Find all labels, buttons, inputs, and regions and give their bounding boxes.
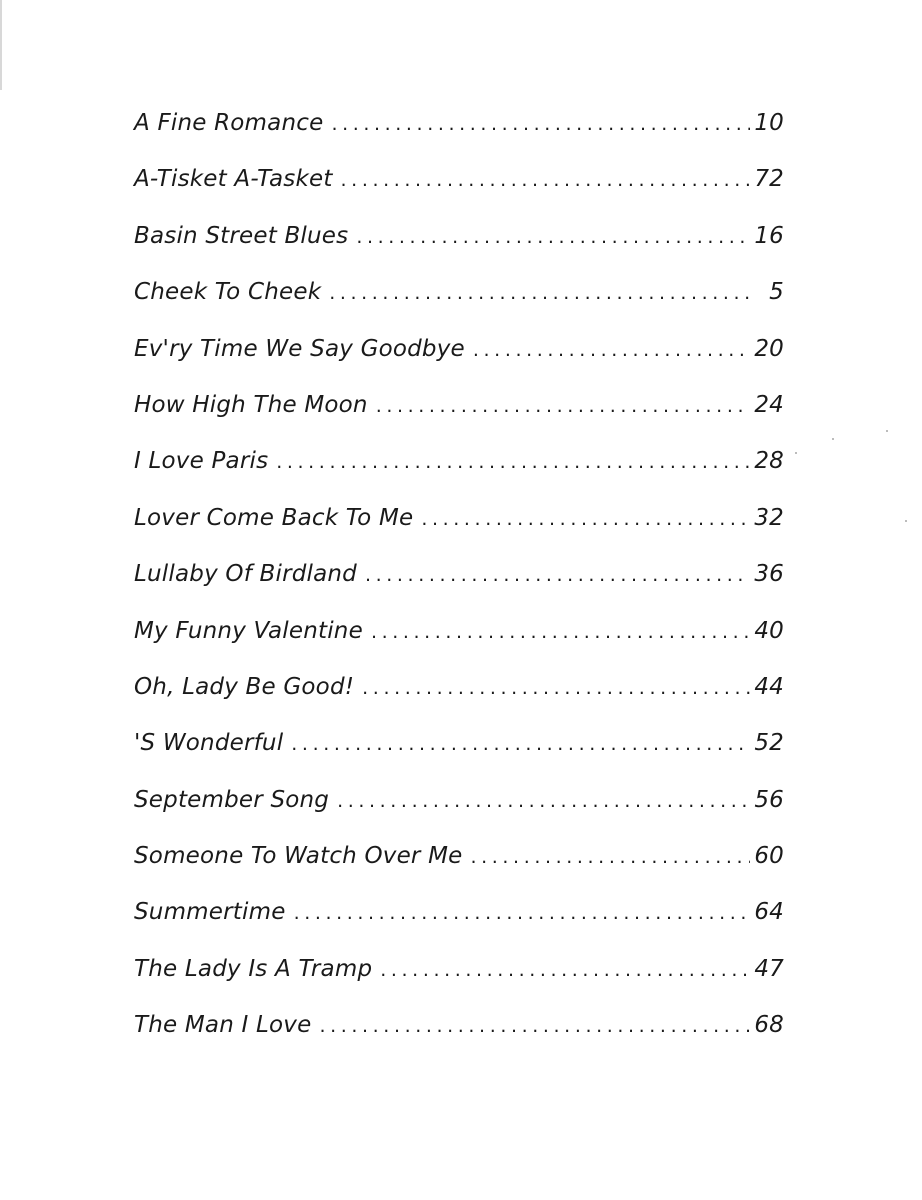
dot-leader	[294, 902, 751, 924]
song-title: Oh, Lady Be Good!	[134, 673, 355, 700]
scan-speck	[905, 520, 907, 522]
toc-entry[interactable]	[134, 279, 784, 335]
song-title: The Man I Love	[134, 1012, 312, 1039]
song-title: A Fine Romance	[134, 110, 324, 136]
dot-leader	[331, 113, 750, 135]
song-title: Lullaby Of Birdland	[134, 561, 357, 588]
song-title: I Love Paris	[134, 448, 269, 475]
page-number: 44	[754, 673, 784, 700]
toc-entry[interactable]	[134, 223, 784, 279]
song-title: My Funny Valentine	[134, 617, 363, 644]
toc-entry[interactable]	[134, 1012, 784, 1068]
page-number: 16	[754, 222, 784, 249]
dot-leader	[421, 508, 750, 530]
page-number: 56	[754, 786, 784, 813]
scan-speck	[795, 452, 797, 454]
scan-speck	[886, 430, 888, 432]
page-number: 24	[754, 391, 784, 418]
page-number: 64	[754, 899, 784, 926]
toc-entry[interactable]	[134, 166, 784, 222]
dot-leader	[380, 959, 750, 981]
toc-entry[interactable]	[134, 956, 784, 1012]
page-number: 68	[754, 1012, 784, 1039]
page-number: 60	[754, 843, 784, 870]
table-of-contents	[134, 110, 784, 1069]
dot-leader	[319, 1015, 750, 1037]
song-title: Ev'ry Time We Say Goodbye	[134, 335, 465, 362]
song-title: How High The Moon	[134, 391, 368, 418]
song-title: Basin Street Blues	[134, 222, 349, 249]
song-title: 'S Wonderful	[134, 730, 284, 757]
toc-entry[interactable]	[134, 561, 784, 617]
toc-entry[interactable]	[134, 618, 784, 674]
page-number: 72	[754, 166, 784, 193]
toc-entry[interactable]	[134, 336, 784, 392]
dot-leader	[337, 790, 750, 812]
dot-leader	[365, 564, 750, 586]
toc-entry[interactable]	[134, 505, 784, 561]
song-title: Cheek To Cheek	[134, 279, 322, 306]
toc-entry[interactable]	[134, 448, 784, 504]
dot-leader	[341, 169, 751, 191]
page-number: 40	[754, 617, 784, 644]
toc-entry[interactable]	[134, 674, 784, 730]
song-title: September Song	[134, 786, 330, 813]
page-number: 28	[754, 448, 784, 475]
dot-leader	[276, 451, 750, 473]
song-title: Summertime	[134, 899, 286, 926]
page-number: 10	[754, 110, 784, 136]
page-number: 36	[754, 561, 784, 588]
dot-leader	[371, 621, 750, 643]
toc-entry[interactable]	[134, 843, 784, 899]
dot-leader	[291, 733, 750, 755]
song-title: Lover Come Back To Me	[134, 504, 414, 531]
dot-leader	[376, 395, 751, 417]
toc-entry[interactable]	[134, 392, 784, 448]
song-title: A-Tisket A-Tasket	[134, 166, 333, 193]
page-number: 47	[754, 955, 784, 982]
page-number: 5	[769, 279, 784, 306]
dot-leader	[362, 677, 750, 699]
page-number: 52	[754, 730, 784, 757]
song-title: Someone To Watch Over Me	[134, 843, 463, 870]
scan-edge-mark	[0, 0, 2, 90]
song-title: The Lady Is A Tramp	[134, 955, 373, 982]
toc-entry[interactable]	[134, 899, 784, 955]
dot-leader	[356, 226, 750, 248]
dot-leader	[471, 846, 751, 868]
toc-entry[interactable]	[134, 730, 784, 786]
toc-entry[interactable]	[134, 787, 784, 843]
page-number: 32	[754, 504, 784, 531]
dot-leader	[329, 282, 752, 304]
toc-entry[interactable]	[134, 110, 784, 166]
scan-speck	[832, 438, 834, 440]
dot-leader	[473, 339, 750, 361]
page-number: 20	[754, 335, 784, 362]
